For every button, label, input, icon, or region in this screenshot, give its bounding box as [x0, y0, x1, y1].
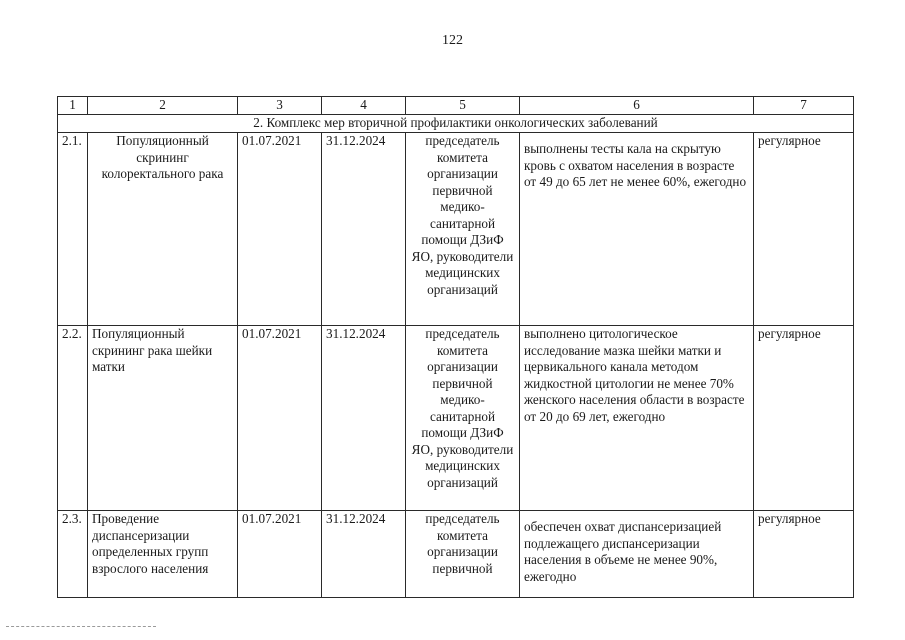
row-number: 2.2.: [58, 326, 88, 511]
column-number-3: 3: [238, 97, 322, 115]
column-number-4: 4: [322, 97, 406, 115]
end-date: 31.12.2024: [322, 511, 406, 598]
measure-name: Популяционный скрининг рака шейки матки: [88, 326, 238, 511]
section-title: 2. Комплекс мер вторичной профилактики онкологических заболеваний: [58, 115, 854, 133]
end-date: 31.12.2024: [322, 326, 406, 511]
column-number-6: 6: [520, 97, 754, 115]
start-date: 01.07.2021: [238, 326, 322, 511]
responsible-person: председатель комитета организации первичной медико-санитарной помощи ДЗиФ ЯО, руководители медицинских организаций: [406, 133, 520, 326]
measure-status: регулярное: [754, 133, 854, 326]
table-row: [58, 326, 854, 511]
measure-name: Популяционный скрининг колоректального рака: [88, 133, 238, 326]
expected-result: выполнено цитологическое исследование мазка шейки матки и цервикального канала методом жидкостной цитологии не менее 70% женского населения области в возрасте от 20 до 69 лет, ежегодно: [520, 326, 754, 511]
page-number: 122: [442, 33, 463, 48]
start-date: 01.07.2021: [238, 133, 322, 326]
table-row: [58, 133, 854, 326]
responsible-person: председатель комитета организации первичной медико-санитарной помощи ДЗиФ ЯО, руководители медицинских организаций: [406, 326, 520, 511]
footnote-divider: [6, 626, 156, 627]
measure-status: регулярное: [754, 511, 854, 598]
section-row: [58, 115, 854, 133]
expected-result: обеспечен охват диспансеризацией подлежащего диспансеризации населения в объеме не менее 90%, ежегодно: [520, 511, 754, 598]
column-number-2: 2: [88, 97, 238, 115]
column-number-7: 7: [754, 97, 854, 115]
measures-table: [57, 96, 854, 598]
row-number: 2.1.: [58, 133, 88, 326]
column-number-5: 5: [406, 97, 520, 115]
responsible-person: председатель комитета организации первичной: [406, 511, 520, 598]
measure-name: Проведение диспансеризации определенных групп взрослого населения: [88, 511, 238, 598]
table-row: [58, 511, 854, 598]
column-number-row: [58, 97, 854, 115]
expected-result: выполнены тесты кала на скрытую кровь с охватом населения в возрасте от 49 до 65 лет не менее 60%, ежегодно: [520, 133, 754, 326]
end-date: 31.12.2024: [322, 133, 406, 326]
start-date: 01.07.2021: [238, 511, 322, 598]
column-number-1: 1: [58, 97, 88, 115]
row-number: 2.3.: [58, 511, 88, 598]
measure-status: регулярное: [754, 326, 854, 511]
